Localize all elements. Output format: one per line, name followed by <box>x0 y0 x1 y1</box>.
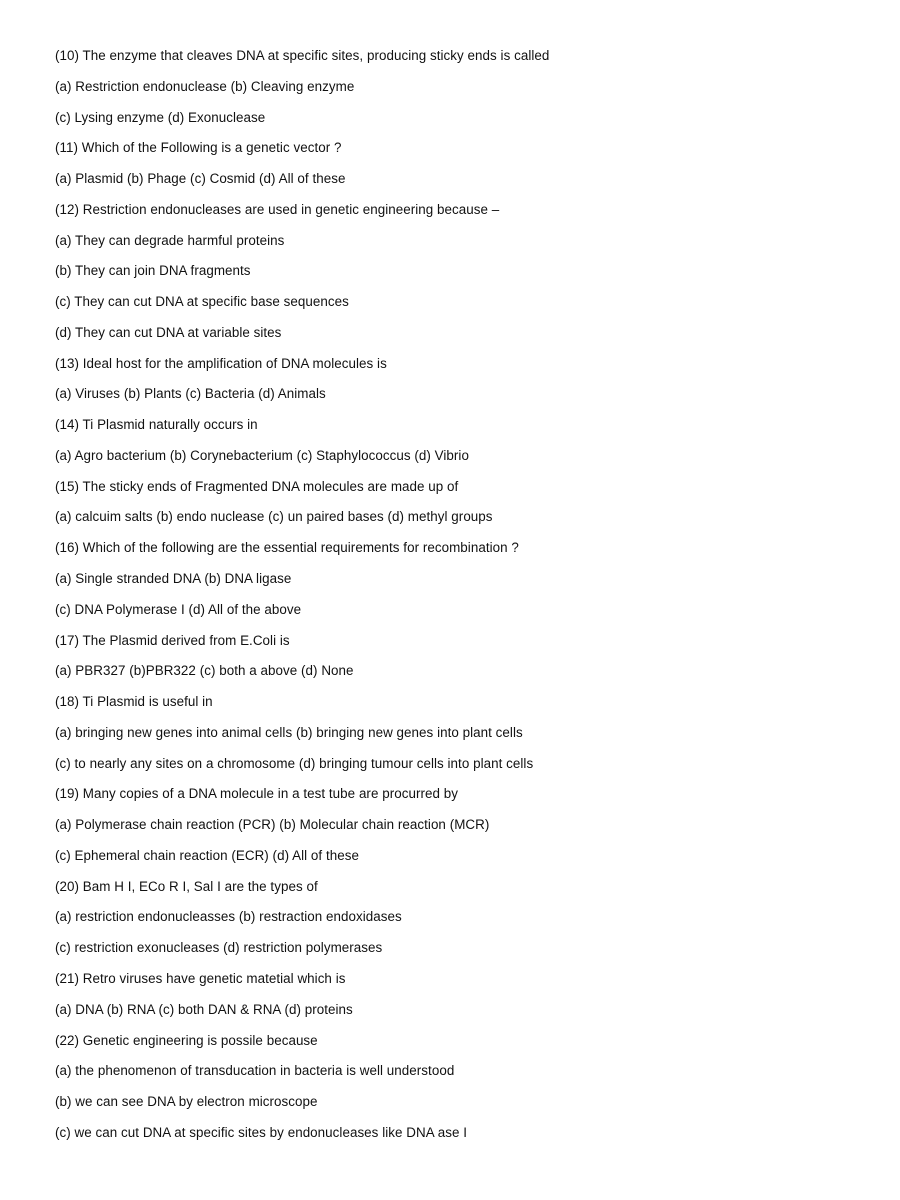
question-15-text: (15) The sticky ends of Fragmented DNA molecules are made up of <box>55 478 459 494</box>
question-14-text: (14) Ti Plasmid naturally occurs in <box>55 417 258 433</box>
question-13-options: (a) Viruses (b) Plants (c) Bacteria (d) Animals <box>55 386 326 402</box>
question-17-text: (17) The Plasmid derived from E.Coli is <box>55 632 290 648</box>
question-12-option-a: (a) They can degrade harmful proteins <box>55 232 285 248</box>
question-16-options-ab: (a) Single stranded DNA (b) DNA ligase <box>55 571 292 587</box>
question-22-option-a: (a) the phenomenon of transducation in bacteria is well understood <box>55 1063 455 1079</box>
question-15-options: (a) calcuim salts (b) endo nuclease (c) un paired bases (d) methyl groups <box>55 509 493 525</box>
question-10-options-cd: (c) Lysing enzyme (d) Exonuclease <box>55 109 266 125</box>
question-16-options-cd: (c) DNA Polymerase I (d) All of the above <box>55 601 302 617</box>
question-22-option-b: (b) we can see DNA by electron microscope <box>55 1094 318 1110</box>
question-13-text: (13) Ideal host for the amplification of DNA molecules is <box>55 355 387 371</box>
question-11-text: (11) Which of the Following is a genetic vector ? <box>55 140 342 156</box>
question-list <box>55 46 875 1154</box>
question-20-options-ab: (a) restriction endonucleasses (b) restraction endoxidases <box>55 909 402 925</box>
question-16-text: (16) Which of the following are the essential requirements for recombination ? <box>55 540 519 556</box>
question-22-text: (22) Genetic engineering is possile because <box>55 1032 318 1048</box>
question-22-option-c: (c) we can cut DNA at specific sites by endonucleases like DNA ase I <box>55 1124 467 1140</box>
question-18-options-ab: (a) bringing new genes into animal cells (b) bringing new genes into plant cells <box>55 724 523 740</box>
question-21-text: (21) Retro viruses have genetic matetial which is <box>55 970 346 986</box>
question-18-text: (18) Ti Plasmid is useful in <box>55 694 213 710</box>
question-11-options: (a) Plasmid (b) Phage (c) Cosmid (d) All of these <box>55 171 346 187</box>
question-21-options: (a) DNA (b) RNA (c) both DAN & RNA (d) proteins <box>55 1001 353 1017</box>
question-12-option-c: (c) They can cut DNA at specific base sequences <box>55 294 349 310</box>
question-20-text: (20) Bam H I, ECo R I, Sal I are the types of <box>55 878 318 894</box>
question-12-option-d: (d) They can cut DNA at variable sites <box>55 324 282 340</box>
question-19-options-cd: (c) Ephemeral chain reaction (ECR) (d) All of these <box>55 847 359 863</box>
question-12-option-b: (b) They can join DNA fragments <box>55 263 251 279</box>
question-14-options: (a) Agro bacterium (b) Corynebacterium (c) Staphylococcus (d) Vibrio <box>55 447 469 463</box>
question-18-options-cd: (c) to nearly any sites on a chromosome (d) bringing tumour cells into plant cells <box>55 755 534 771</box>
question-12-text: (12) Restriction endonucleases are used in genetic engineering because – <box>55 201 500 217</box>
question-10-text: (10) The enzyme that cleaves DNA at specific sites, producing sticky ends is called <box>55 48 550 63</box>
question-19-text: (19) Many copies of a DNA molecule in a test tube are procurred by <box>55 786 458 802</box>
question-20-options-cd: (c) restriction exonucleases (d) restriction polymerases <box>55 940 383 956</box>
question-10-options-ab: (a) Restriction endonuclease (b) Cleaving enzyme <box>55 78 355 94</box>
question-17-options: (a) PBR327 (b)PBR322 (c) both a above (d) None <box>55 663 354 679</box>
question-19-options-ab: (a) Polymerase chain reaction (PCR) (b) Molecular chain reaction (MCR) <box>55 817 490 833</box>
